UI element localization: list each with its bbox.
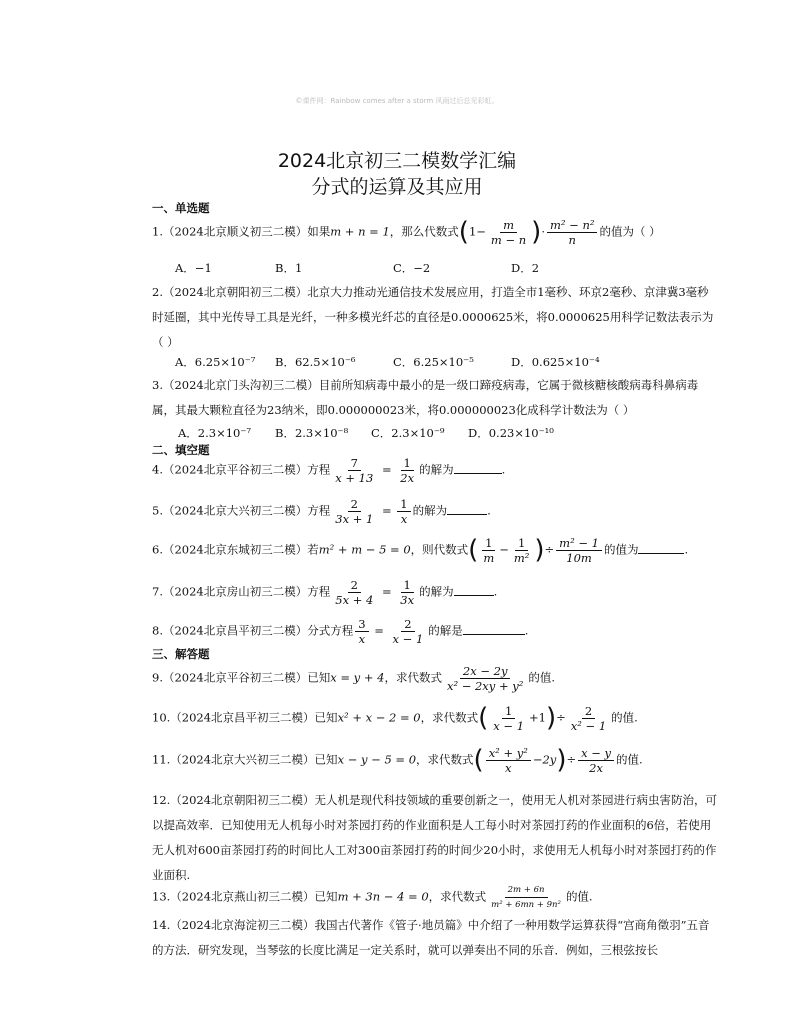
q7-fraction-left bbox=[332, 578, 376, 607]
q4-fraction-left bbox=[332, 456, 376, 485]
numerator: x − y bbox=[578, 746, 614, 761]
answer-blank[interactable] bbox=[454, 585, 494, 596]
denominator: x − 1 bbox=[493, 719, 525, 733]
q1-fraction-b bbox=[547, 218, 597, 247]
math-2y: 2y bbox=[542, 752, 557, 767]
q13-post: 的值. bbox=[565, 889, 593, 904]
q13-pre: 13.（2024北京燕山初三二模）已知 bbox=[152, 889, 338, 904]
q6-fraction-c bbox=[556, 536, 602, 565]
question-6: 6.（2024北京东城初三二模）若m² + m − 5 = 0，则代数式( $\frac{1}{m}$ − $\frac{1}{\text{m²}}$ )÷ $\frac{\text{m² − 1}}{10m}$ 的值为 . bbox=[152, 535, 689, 565]
q5-pre: 5.（2024北京大兴初三二模）方程 bbox=[152, 503, 331, 518]
q9-mid: ，求代数式 bbox=[384, 670, 442, 685]
answer-blank[interactable] bbox=[447, 504, 487, 515]
q11-fraction-a bbox=[486, 746, 531, 775]
q9-pre: 9.（2024北京平谷初三二模）已知 bbox=[152, 670, 331, 685]
numerator: m bbox=[500, 218, 517, 233]
numerator: 1 bbox=[401, 456, 414, 471]
denominator: x² − 2xy + y² bbox=[446, 679, 524, 693]
question-4: 4.（2024北京平谷初三二模）方程 $\frac{7}{x + 13}$ = $\frac{1}{2x}$ 的解为 . bbox=[152, 456, 506, 485]
denominator: 2x bbox=[400, 471, 415, 485]
denominator: 5x + 4 bbox=[335, 593, 374, 607]
q10-fraction-b bbox=[568, 704, 609, 733]
q9-fraction bbox=[444, 664, 526, 693]
denominator: x bbox=[400, 512, 408, 526]
question-9 bbox=[152, 664, 718, 693]
question-3: 3.（2024北京门头沟初三二模）目前所知病毒中最小的是一级口蹄疫病毒，它属于微核糖核酸病毒科鼻病毒属，其最大颗粒直径为23纳米，即0.000000023米，将0.000000023化成科学计数法为（ ） bbox=[152, 378, 699, 417]
numerator: 2 bbox=[348, 497, 361, 512]
q6-cond: m² + m − 5 = 0 bbox=[318, 542, 411, 557]
denominator: 10m bbox=[566, 551, 592, 565]
doc-title: 2024北京初三二模数学汇编 bbox=[277, 150, 517, 172]
q13-fraction bbox=[488, 883, 564, 912]
q11-cond: x − y − 5 = 0 bbox=[337, 752, 417, 767]
q11-pre: 11.（2024北京大兴初三二模）已知 bbox=[152, 752, 338, 767]
numerator: 1 bbox=[397, 497, 410, 512]
math-one: 1 bbox=[468, 224, 477, 239]
option-a[interactable]: A．6.25×10⁻⁷ bbox=[175, 355, 256, 369]
question-2: 2.（2024北京朝阳初三二模）北京大力推动光通信技术发展应用，打造全市1毫秒、环京2毫秒、京津冀3毫秒时延圈，其中光传导工具是光纤，一种多模光纤芯的直径是0.0000625米，将0.0000625用科学记数法表示为（ ） bbox=[152, 285, 714, 349]
denominator: m − n bbox=[490, 233, 527, 247]
option-d[interactable]: D．0.625×10⁻⁴ bbox=[511, 355, 600, 369]
q4-fraction-right bbox=[397, 456, 417, 485]
paren-right: ) bbox=[534, 535, 545, 565]
math-minus: − bbox=[532, 752, 543, 767]
q8-fraction-left bbox=[355, 617, 368, 646]
paren-left: ( bbox=[458, 217, 469, 247]
q9-cond: x = y + 4 bbox=[330, 670, 385, 685]
q1-pre: 1.（2024北京顺义初三二模）如果 bbox=[152, 224, 331, 239]
denominator: x bbox=[505, 761, 512, 775]
section-solve: 三、解答题 bbox=[152, 647, 210, 661]
q11-mid: ，求代数式 bbox=[416, 752, 474, 767]
denominator: x + 13 bbox=[335, 471, 374, 485]
q6-fraction-b bbox=[511, 536, 533, 565]
q10-fraction-a bbox=[490, 704, 527, 733]
math-minus: − bbox=[499, 542, 509, 557]
q8-fraction-right bbox=[390, 617, 427, 646]
answer-blank[interactable] bbox=[463, 624, 525, 635]
denominator: m bbox=[483, 551, 495, 565]
denominator: x bbox=[358, 632, 366, 646]
numerator: 3 bbox=[355, 617, 368, 632]
q6-fraction-a bbox=[480, 536, 497, 565]
q1-post: 的值为（ ） bbox=[599, 224, 661, 239]
q5-fraction-right bbox=[397, 497, 410, 526]
numerator: 2 bbox=[582, 704, 595, 719]
q13-mid: ，求代数式 bbox=[428, 889, 487, 904]
paren-right: ) bbox=[546, 703, 557, 733]
numerator: m² − 1 bbox=[556, 536, 602, 551]
paren-left: ( bbox=[478, 703, 489, 733]
watermark: ©课件网：Rainbow comes after a storm 风雨过后总见彩虹。 bbox=[295, 97, 499, 105]
question-7: 7.（2024北京房山初三二模）方程 $\frac{2}{5x + 4}$ = $\frac{1}{3x}$ 的解为 . bbox=[152, 578, 498, 607]
q4-pre: 4.（2024北京平谷初三二模）方程 bbox=[152, 462, 331, 477]
q6-pre: 6.（2024北京东城初三二模）若 bbox=[152, 542, 319, 557]
question-13 bbox=[152, 883, 718, 912]
numerator: 2 bbox=[348, 578, 361, 593]
option-b[interactable]: B．2.3×10⁻⁸ bbox=[275, 426, 349, 440]
option-b[interactable]: B．62.5×10⁻⁶ bbox=[275, 355, 356, 369]
q1-cond: m + n = 1 bbox=[330, 224, 390, 239]
q8-pre: 8.（2024北京昌平初三二模）分式方程 bbox=[152, 623, 354, 638]
q1-mid: ，那么代数式 bbox=[389, 224, 459, 239]
section-single-choice: 一、单选题 bbox=[152, 201, 210, 215]
q10-pre: 10.（2024北京昌平初三二模）已知 bbox=[152, 710, 338, 725]
paren-right: ) bbox=[556, 745, 567, 775]
question-1: 1.（2024北京顺义初三二模）如果m + n = 1，那么代数式(1− $\frac{m}{m - n}$ )· $\frac{\text{m² − n²}}{n}$ 的值为（ ） bbox=[152, 217, 661, 247]
numerator: 1 bbox=[482, 536, 495, 551]
numerator: x² + y² bbox=[486, 746, 531, 761]
denominator: 3x + 1 bbox=[335, 512, 374, 526]
question-5: 5.（2024北京大兴初三二模）方程 $\frac{2}{3x + 1}$ = $\frac{1}{x}$ 的解为 . bbox=[152, 497, 491, 526]
q4-post: 的解为 bbox=[419, 462, 454, 477]
question-14: 14.（2024北京海淀初三二模）我国古代著作《管子·地员篇》中介绍了一种用数学运算获得“宫商角徵羽”五音的方法．研究发现，当琴弦的长度比满足一定关系时，就可以弹奏出不同的乐音．例如，三根弦按长 bbox=[152, 918, 710, 957]
q10-post: 的值. bbox=[611, 710, 638, 725]
option-d[interactable]: D．2 bbox=[511, 261, 540, 275]
answer-blank[interactable] bbox=[454, 463, 502, 474]
numerator: 7 bbox=[348, 456, 361, 471]
option-c[interactable]: C．6.25×10⁻⁵ bbox=[393, 355, 474, 369]
denominator: 2x bbox=[589, 761, 603, 775]
denominator: n bbox=[568, 233, 576, 247]
question-11: 11.（2024北京大兴初三二模）已知x − y − 5 = 0，求代数式( $\frac{\text{x² + y²}}{x}$ −2y)÷ $\frac{x - y}{2x}$ 的值. bbox=[152, 745, 643, 775]
q5-post: 的解为 bbox=[412, 503, 448, 518]
numerator: 1 bbox=[401, 578, 414, 593]
option-b[interactable]: B．1 bbox=[275, 261, 303, 275]
q5-fraction-left bbox=[332, 497, 376, 526]
q10-cond: x² + x − 2 = 0 bbox=[337, 710, 421, 725]
paren-right: ) bbox=[531, 217, 542, 247]
q1-fraction-a bbox=[488, 218, 529, 247]
q11-fraction-b bbox=[578, 746, 614, 775]
option-c[interactable]: C．−2 bbox=[393, 261, 431, 275]
q6-post: 的值为 bbox=[603, 542, 639, 557]
numerator: 1 bbox=[515, 536, 528, 551]
option-c[interactable]: C．2.3×10⁻⁹ bbox=[371, 426, 445, 440]
denominator: 3x bbox=[400, 593, 415, 607]
question-8: 8.（2024北京昌平初三二模）分式方程 $\frac{3}{x}$ = $\frac{2}{x - 1}$ 的解是 . bbox=[152, 617, 529, 646]
option-a[interactable]: A．2.3×10⁻⁷ bbox=[178, 426, 252, 440]
option-a[interactable]: A．−1 bbox=[175, 261, 212, 275]
q7-post: 的解为 bbox=[419, 584, 454, 599]
paren-left: ( bbox=[468, 535, 479, 565]
q13-cond: m + 3n − 4 = 0 bbox=[337, 889, 429, 904]
denominator: x² − 1 bbox=[570, 719, 607, 733]
math-minus: − bbox=[476, 224, 486, 239]
numerator: 2 bbox=[401, 617, 414, 632]
option-d[interactable]: D．0.23×10⁻¹⁰ bbox=[468, 426, 554, 440]
q10-mid: ，求代数式 bbox=[420, 710, 479, 725]
q9-post: 的值. bbox=[528, 670, 556, 685]
denominator: m² + 6mn + 9n² bbox=[491, 900, 561, 910]
q6-mid: ，则代数式 bbox=[410, 542, 469, 557]
section-fill-blank: 二、填空题 bbox=[152, 443, 210, 457]
q7-pre: 7.（2024北京房山初三二模）方程 bbox=[152, 584, 331, 599]
q7-fraction-right bbox=[397, 578, 417, 607]
math-one: 1 bbox=[538, 710, 546, 725]
denominator: x − 1 bbox=[392, 632, 424, 646]
denominator: m² bbox=[513, 551, 530, 565]
numerator: 2m + 6n bbox=[505, 883, 548, 898]
numerator: m² − n² bbox=[547, 218, 597, 233]
q8-post: 的解是 bbox=[428, 623, 463, 638]
paren-left: ( bbox=[473, 745, 484, 775]
question-10: 10.（2024北京昌平初三二模）已知x² + x − 2 = 0，求代数式( $\frac{1}{x - 1}$ +1)÷ $\frac{2}{\text{x² − 1}}$ 的值. bbox=[152, 703, 638, 733]
question-12: 12.（2024北京朝阳初三二模）无人机是现代科技领域的重要创新之一，使用无人机对茶园进行病虫害防治，可以提高效率．已知使用无人机每小时对茶园打药的作业面积是人工每小时对茶园打药的作业面积的6倍，若使用无人机对600亩茶园打药的时间比人工对300亩茶园打药的时间少20小时，求使用无人机每小时对茶园打药的作业面积. bbox=[152, 793, 718, 882]
numerator: 2x − 2y bbox=[460, 664, 511, 679]
doc-subtitle: 分式的运算及其应用 bbox=[311, 176, 483, 198]
numerator: 1 bbox=[502, 704, 515, 719]
q11-post: 的值. bbox=[616, 752, 643, 767]
answer-blank[interactable] bbox=[638, 543, 684, 554]
